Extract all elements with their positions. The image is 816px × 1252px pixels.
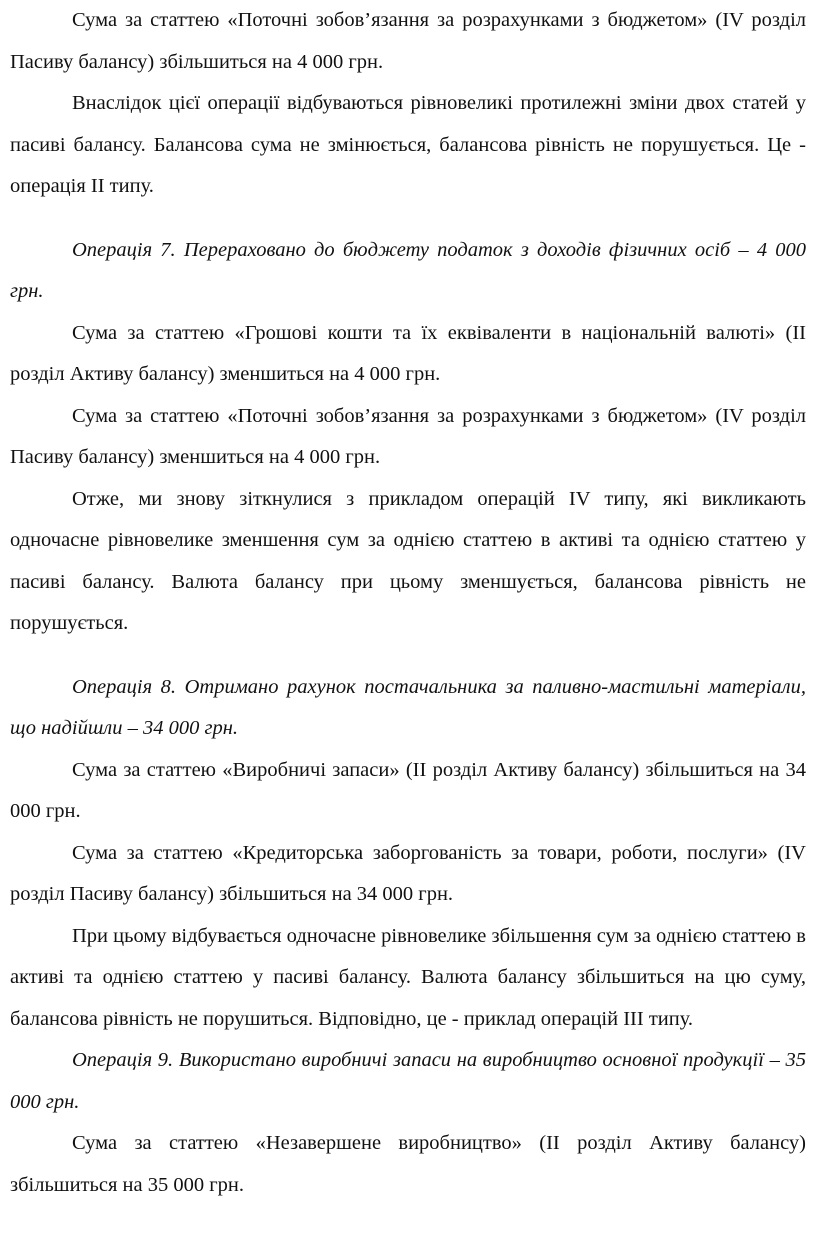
paragraph-budget-liabilities-decrease: Сума за статтею «Поточні зобов’язання за розрахунками з бюджетом» (IV розділ Пасиву балансу) зменшиться на 4 000 грн. [10,404,806,468]
paragraph-inventories-increase: Сума за статтею «Виробничі запаси» (ІІ розділ Активу балансу) збільшиться на 34 000 грн. [10,758,806,822]
paragraph-cash-decrease: Сума за статтею «Грошові кошти та їх еквіваленти в національній валюті» (ІІ розділ Активу балансу) зменшиться на 4 000 грн. [10,321,806,385]
operation-7-heading: Операція 7. Перераховано до бюджету податок з доходів фізичних осіб – 4 000 грн. [10,238,806,302]
operation-9-heading: Операція 9. Використано виробничі запаси на виробництво основної продукції – 35 000 грн. [10,1049,806,1113]
paragraph-type-3-explanation: При цьому відбувається одночасне рівновелике збільшення сум за однією статтею в активі та однією статтею у пасиві балансу. Валюта балансу збільшиться на цю суму, балансова рівність не порушиться. Відповідно, це - приклад операцій ІІІ типу. [10,924,806,1030]
paragraph-type-2-explanation: Внаслідок цієї операції відбуваються рівновеликі протилежні зміни двох статей у пасиві балансу. Балансова сума не змінюється, балансова рівність не порушується. Це - операція ІІ типу. [10,92,806,197]
paragraph-payables-increase: Сума за статтею «Кредиторська заборгованість за товари, роботи, послуги» (IV розділ Пасиву балансу) збільшиться на 34 000 грн. [10,841,806,905]
paragraph-budget-liabilities-increase: Сума за статтею «Поточні зобов’язання за розрахунками з бюджетом» (IV розділ Пасиву балансу) збільшиться на 4 000 грн. [10,9,806,73]
paragraph-type-4-explanation: Отже, ми знову зіткнулися з прикладом операцій IV типу, які викликають одночасне рівновелике зменшення сум за однією статтею в активі та однією статтею у пасиві балансу. Валюта балансу при цьому зменшується, балансова рівність не порушується. [10,487,806,634]
paragraph-wip-increase: Сума за статтею «Незавершене виробництво» (ІІ розділ Активу балансу) збільшиться на 35 000 грн. [10,1132,806,1196]
operation-8-heading: Операція 8. Отримано рахунок постачальника за паливно-мастильні матеріали, що надійшли – 34 000 грн. [10,675,806,739]
